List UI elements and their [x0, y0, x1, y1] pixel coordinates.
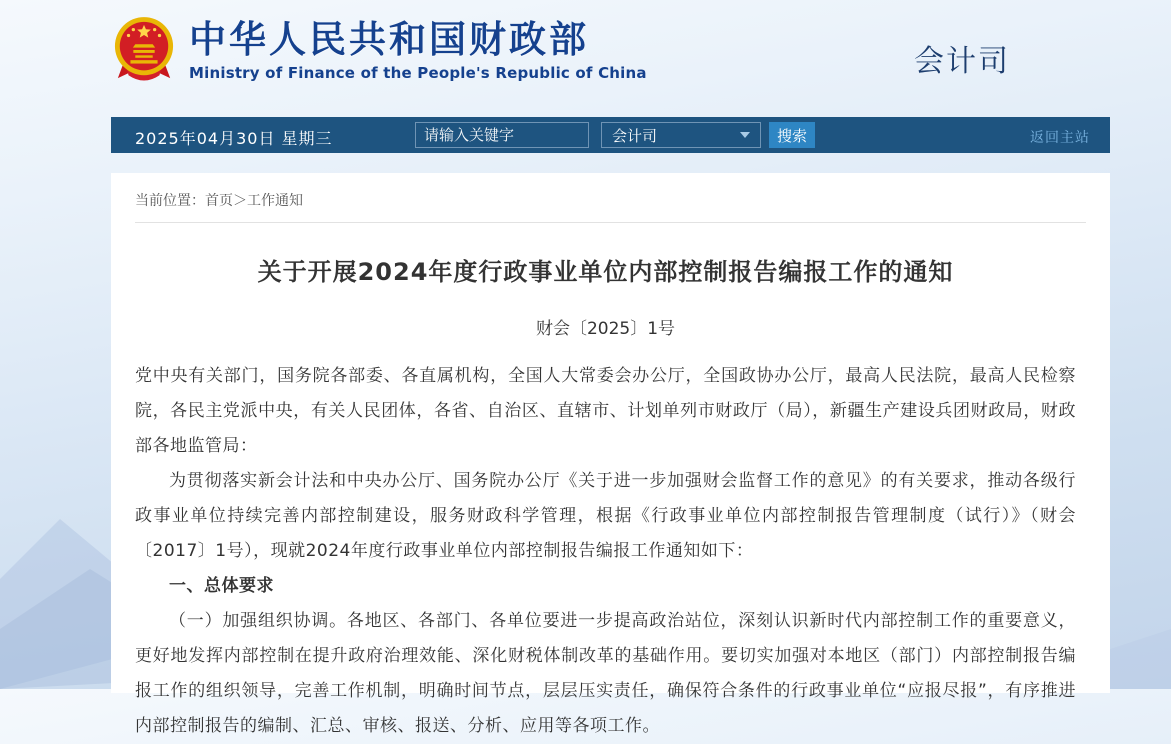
document-number: 财会〔2025〕1号 — [535, 319, 676, 339]
chevron-down-icon — [740, 132, 750, 138]
site-subtitle: Ministry of Finance of the People's Republic of China — [189, 64, 647, 82]
current-date: 2025年04月30日 星期三 — [135, 129, 333, 148]
search-area — [415, 122, 815, 148]
content-panel — [111, 173, 1110, 736]
return-home-link[interactable]: 返回主站 — [1030, 130, 1090, 146]
navbar — [111, 117, 1110, 153]
breadcrumb-section-link[interactable]: 工作通知 — [247, 193, 303, 209]
article — [111, 258, 1110, 744]
breadcrumb-separator: ＞ — [233, 193, 247, 209]
search-scope-value: 会计司 — [612, 126, 658, 145]
breadcrumb-divider — [135, 222, 1086, 223]
breadcrumb-label: 当前位置： — [135, 193, 205, 209]
article-title: 关于开展2024年度行政事业单位内部控制报告编报工作的通知 — [257, 258, 954, 286]
article-body — [135, 359, 1076, 744]
breadcrumb-home-link[interactable]: 首页 — [205, 193, 233, 209]
article-paragraph: （一）加强组织协调。各地区、各部门、各单位要进一步提高政治站位，深刻认识新时代内部控制工作的重要意义，更好地发挥内部控制在提升政府治理效能、深化财税体制改革的基础作用。要切实加强对本地区（部门）内部控制报告编报工作的组织领导，完善工作机制，明确时间节点，层层压实责任，确保符合条件的行政事业单位“应报尽报”，有序推进内部控制报告的编制、汇总、审核、报送、分析、应用等各项工作。 — [135, 611, 1076, 736]
article-paragraph: 为贯彻落实新会计法和中央办公厅、国务院办公厅《关于进一步加强财会监督工作的意见》的有关要求，推动各级行政事业单位持续完善内部控制建设，服务财政科学管理，根据《行政事业单位内部控制报告管理制度（试行）》（财会〔2017〕1号），现就2024年度行政事业单位内部控制报告编报工作通知如下： — [135, 471, 1076, 561]
site-brand[interactable] — [113, 16, 647, 84]
search-input[interactable] — [415, 122, 589, 148]
breadcrumb — [111, 173, 1110, 222]
section-heading: 一、总体要求 — [169, 576, 274, 596]
search-scope-select[interactable] — [601, 122, 761, 148]
article-paragraph: 党中央有关部门，国务院各部委、各直属机构，全国人大常委会办公厅，全国政协办公厅，最高人民法院，最高人民检察院，各民主党派中央，有关人民团体，各省、自治区、直辖市、计划单列市财政厅（局），新疆生产建设兵团财政局，财政部各地监管局： — [135, 366, 1076, 456]
national-emblem-icon — [113, 16, 175, 84]
site-header — [111, 0, 1110, 117]
search-button[interactable]: 搜索 — [769, 122, 815, 148]
brand-text — [189, 16, 647, 82]
site-title: 中华人民共和国财政部 — [189, 18, 589, 61]
department-title: 会计司 — [914, 44, 1010, 79]
